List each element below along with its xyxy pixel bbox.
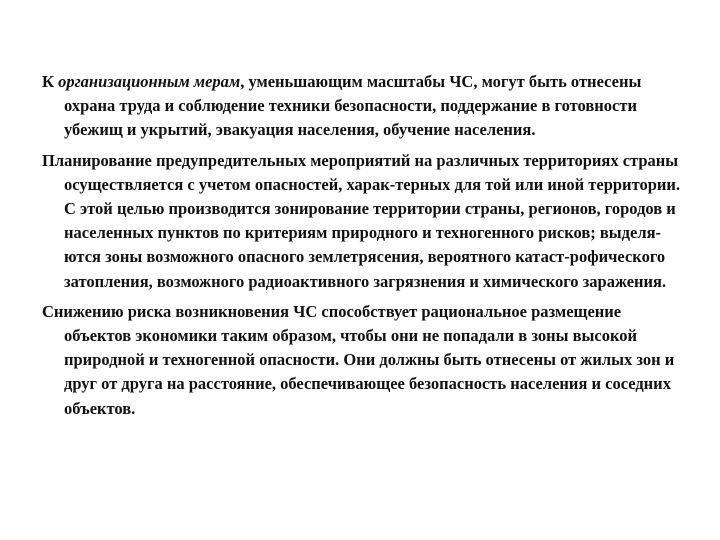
slide-body bbox=[42, 70, 692, 427]
paragraph-text: Планирование предупредительных мероприятий на различных территориях страны осуществляется с учетом опасностей, харак-терных для той или иной территории. С этой целью производится зонирование территории страны, регионов, городов и населенных пунктов по критериям природного и техногенного рисков; выделя-ются зоны возможного опасного землетрясения, вероятного катаст-рофического затопления, возможного радиоактивного загрязнения и химического заражения. bbox=[42, 150, 681, 291]
paragraph-text: , уменьшающим масштабы ЧС, могут быть отнесены охрана труда и соблюдение техники безопасности, поддержание в готовности убежищ и укрытий, эвакуация населения, обучение населения. bbox=[64, 72, 642, 140]
paragraph-lead: К bbox=[42, 72, 59, 91]
paragraph-planning bbox=[42, 149, 692, 294]
paragraph-emphasis: организационным мерам bbox=[58, 72, 241, 91]
paragraph-risk-reduction bbox=[42, 300, 692, 421]
paragraph-text: Снижению риска возникновения ЧС способствует рациональное размещение объектов экономики таким образом, чтобы они не попадали в зоны высокой природной и техногенной опасности. Они должны быть отнесены от жилых зон и друг от друга на расстояние, обеспечивающее безопасность населения и соседних объектов. bbox=[42, 301, 675, 418]
paragraph-organizational-measures bbox=[42, 70, 692, 143]
